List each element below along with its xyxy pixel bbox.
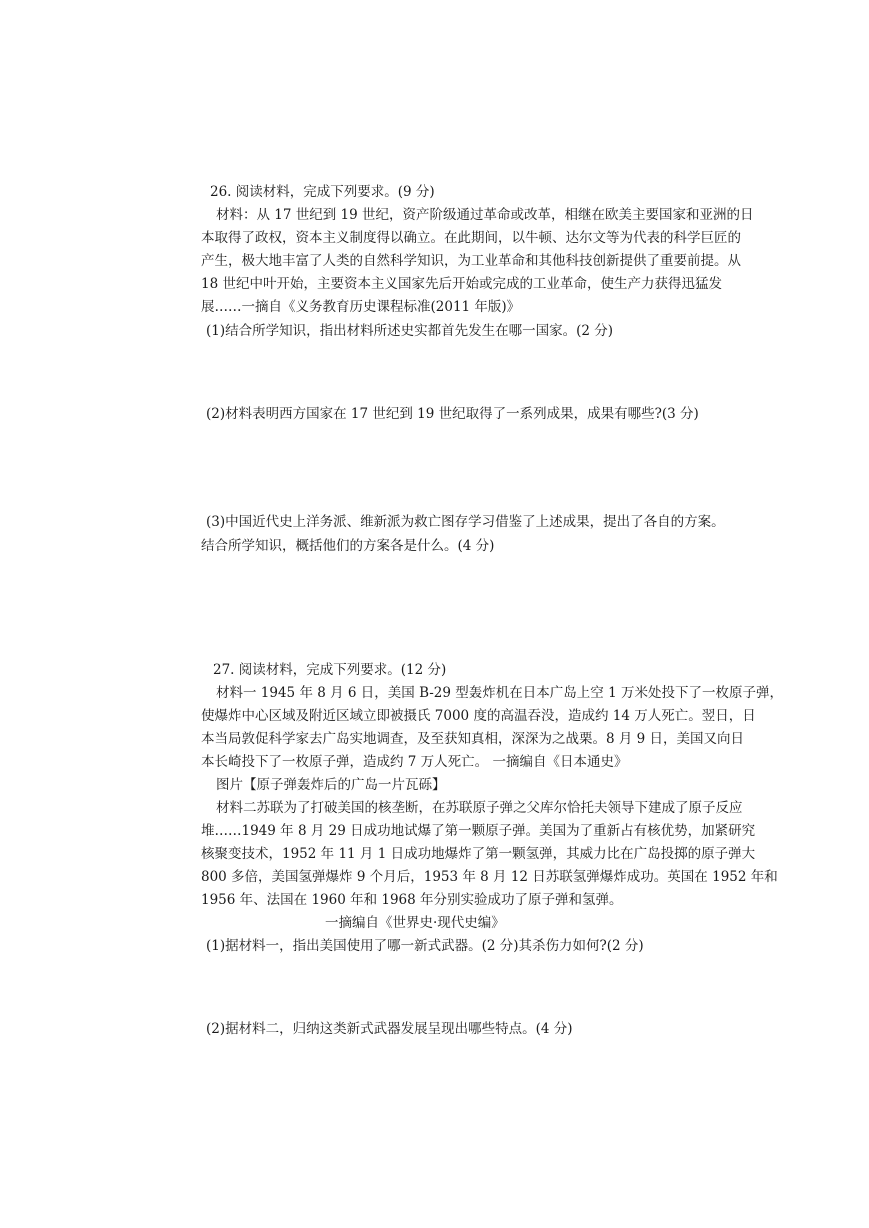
q27-material2-line: 800 多倍，美国氢弹爆炸 9 个月后，1953 年 8 月 12 日苏联氢弹爆炸成功。英国在 1952 年和 [201, 869, 778, 885]
q27-material1-line: 使爆炸中心区域及附近区域立即被摄氏 7000 度的高温吞没，造成约 14 万人死亡。翌日，日 [201, 708, 756, 724]
q26-subquestion-3: (3)中国近代史上洋务派、维新派为救亡图存学习借鉴了上述成果，提出了各自的方案。 [206, 514, 725, 530]
q27-material1-line: 本当局敦促科学家去广岛实地调查，及至获知真相，深深为之战栗。8 月 9 日，美国又向日 [201, 731, 745, 747]
q27-material2-line: 核聚变技术，1952 年 11 月 1 日成功地爆炸了第一颗氢弹，其威力比在广岛投掷的原子弹大 [201, 846, 756, 862]
q27-material2-line: 材料二苏联为了打破美国的核垄断，在苏联原子弹之父库尔恰托夫领导下建成了原子反应 [216, 800, 743, 816]
q26-material-line: 18 世纪中叶开始，主要资本主义国家先后开始或完成的工业革命，使生产力获得迅猛发 [201, 276, 722, 292]
q26-subquestion-3-cont: 结合所学知识，概括他们的方案各是什么。(4 分) [201, 538, 495, 554]
q27-material2-line: 堆……1949 年 8 月 29 日成功地试爆了第一颗原子弹。美国为了重新占有核优势，加紧研究 [201, 823, 756, 839]
q26-material-line: 产生，极大地丰富了人类的自然科学知识，为工业革命和其他科技创新提供了重要前提。从 [201, 253, 741, 269]
question-27-title: 27. 阅读材料，完成下列要求。(12 分) [213, 662, 447, 678]
q27-subquestion-2: (2)据材料二，归纳这类新式武器发展呈现出哪些特点。(4 分) [206, 1021, 573, 1037]
q27-subquestion-1: (1)据材料一，指出美国使用了哪一新式武器。(2 分)其杀伤力如何?(2 分) [206, 938, 644, 954]
q26-material-line: 本取得了政权，资本主义制度得以确立。在此期间，以牛顿、达尔文等为代表的科学巨匠的 [201, 230, 741, 246]
q27-picture-caption: 图片【原子弹轰炸后的广岛一片瓦砾】 [216, 777, 446, 793]
q26-material-line: 材料：从 17 世纪到 19 世纪，资产阶级通过革命或改革，相继在欧美主要国家和亚洲的日 [216, 207, 754, 223]
q27-material1-line: 本长崎投下了一枚原子弹，造成约 7 万人死亡。 一摘编自《日本通史》 [201, 754, 628, 770]
q26-subquestion-2: (2)材料表明西方国家在 17 世纪到 19 世纪取得了一系列成果，成果有哪些?(3 分) [206, 406, 699, 422]
question-26-title: 26. 阅读材料，完成下列要求。(9 分) [210, 184, 435, 200]
q26-material-line: 展……一摘自《义务教育历史课程标准(2011 年版)》 [201, 299, 521, 315]
q27-material2-line: 1956 年、法国在 1960 年和 1968 年分别实验成功了原子弹和氢弹。 [201, 892, 623, 908]
q27-material1-line: 材料一 1945 年 8 月 6 日，美国 B-29 型轰炸机在日本广岛上空 1 万米处投下了一枚原子弹， [216, 685, 783, 701]
q27-material2-source: 一摘编自《世界史·现代史编》 [325, 915, 505, 931]
q26-subquestion-1: (1)结合所学知识，指出材料所述史实都首先发生在哪一国家。(2 分) [206, 323, 614, 339]
